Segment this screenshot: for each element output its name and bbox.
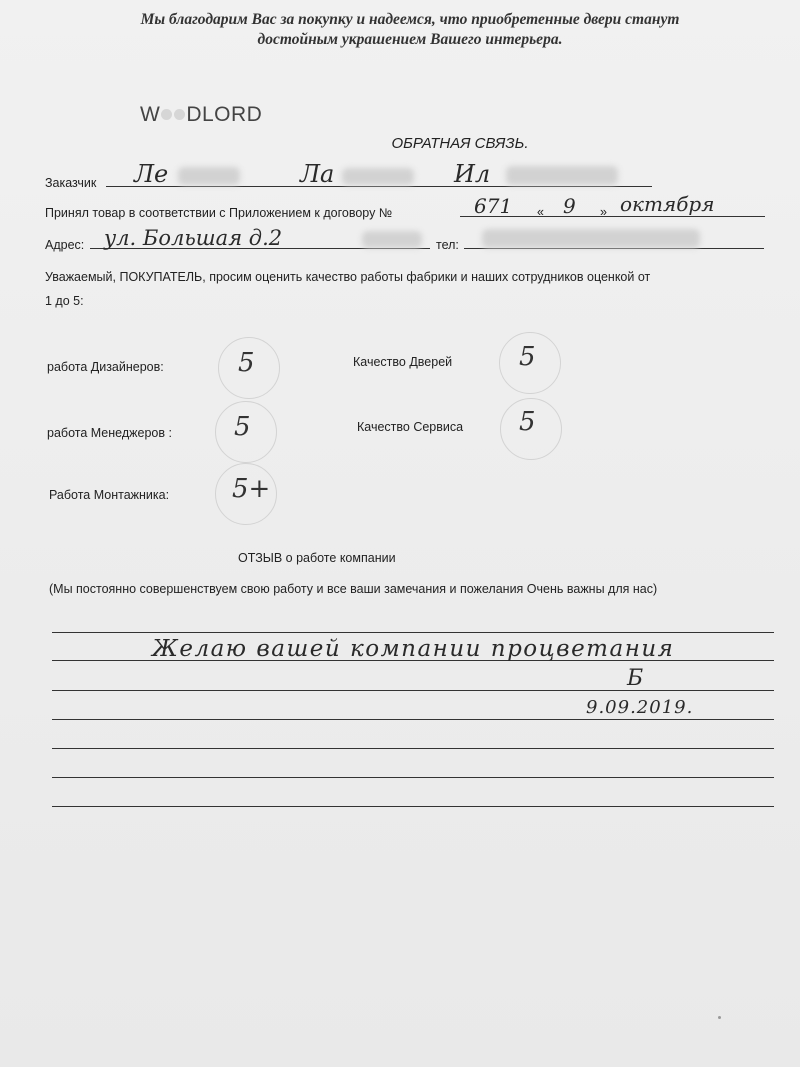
logo-dot-icon bbox=[174, 109, 185, 120]
review-line bbox=[52, 777, 774, 778]
review-line bbox=[52, 748, 774, 749]
service-label: Качество Сервиса bbox=[357, 420, 464, 434]
paper-speck bbox=[718, 1016, 721, 1019]
contract-number: 671 bbox=[474, 194, 513, 218]
contract-day: 9 bbox=[563, 194, 576, 218]
managers-label: работа Менеджеров : bbox=[47, 426, 172, 440]
customer-handwriting-2: Ла bbox=[300, 160, 335, 188]
thank-you-header bbox=[60, 10, 760, 50]
contract-label: Принял товар в соответствии с Приложением к договору № bbox=[45, 206, 393, 220]
redaction-blur bbox=[178, 167, 240, 185]
logo-dot-icon bbox=[161, 109, 172, 120]
request-line-2: 1 до 5: bbox=[45, 294, 84, 308]
review-date: 9.09.2019. bbox=[586, 697, 694, 718]
logo-text-left: W bbox=[140, 103, 161, 126]
doors-score: 5 bbox=[519, 342, 536, 372]
review-heading: ОТЗЫВ о работе компании bbox=[238, 551, 396, 565]
review-line bbox=[52, 719, 774, 720]
phone-underline bbox=[464, 248, 764, 249]
customer-underline bbox=[106, 186, 652, 187]
contract-month: октября bbox=[620, 192, 715, 216]
service-score: 5 bbox=[519, 407, 536, 437]
address-value: ул. Большая д.2 bbox=[104, 226, 283, 250]
installer-label: Работа Монтажника: bbox=[49, 488, 170, 502]
designers-label: работа Дизайнеров: bbox=[47, 360, 164, 374]
review-note: (Мы постоянно совершенствуем свою работу и все ваши замечания и пожелания Очень важны для нас) bbox=[49, 582, 658, 596]
redaction-blur bbox=[482, 229, 700, 248]
review-line bbox=[52, 690, 774, 691]
phone-label: тел: bbox=[436, 238, 459, 252]
woodlord-logo bbox=[140, 103, 262, 127]
quote-open: « bbox=[537, 205, 544, 219]
review-line bbox=[52, 806, 774, 807]
header-line-1: Мы благодарим Вас за покупку и надеемся, что приобретенные двери станут bbox=[140, 11, 680, 28]
redaction-blur bbox=[342, 168, 414, 185]
form-title: ОБРАТНАЯ СВЯЗЬ. bbox=[391, 135, 529, 152]
designers-score: 5 bbox=[238, 348, 255, 378]
header-line-2: достойным украшением Вашего интерьера. bbox=[257, 31, 563, 48]
customer-handwriting-1: Ле bbox=[134, 160, 169, 188]
doors-label: Качество Дверей bbox=[353, 355, 453, 369]
customer-label: Заказчик bbox=[45, 176, 97, 190]
logo-text-right: DLORD bbox=[186, 103, 263, 126]
address-label: Адрес: bbox=[45, 238, 85, 252]
installer-score: 5+ bbox=[232, 474, 271, 504]
review-text: Желаю вашей компании процветания bbox=[152, 636, 675, 662]
quote-close: » bbox=[600, 205, 607, 219]
request-line-1: Уважаемый, ПОКУПАТЕЛЬ, просим оценить качество работы фабрики и наших сотрудников оценкой от bbox=[45, 270, 651, 284]
redaction-blur bbox=[362, 231, 422, 248]
review-line bbox=[52, 632, 774, 633]
review-signature: Б bbox=[627, 666, 644, 691]
customer-handwriting-3: Ил bbox=[454, 160, 491, 188]
redaction-blur bbox=[506, 166, 618, 185]
managers-score: 5 bbox=[234, 412, 251, 442]
